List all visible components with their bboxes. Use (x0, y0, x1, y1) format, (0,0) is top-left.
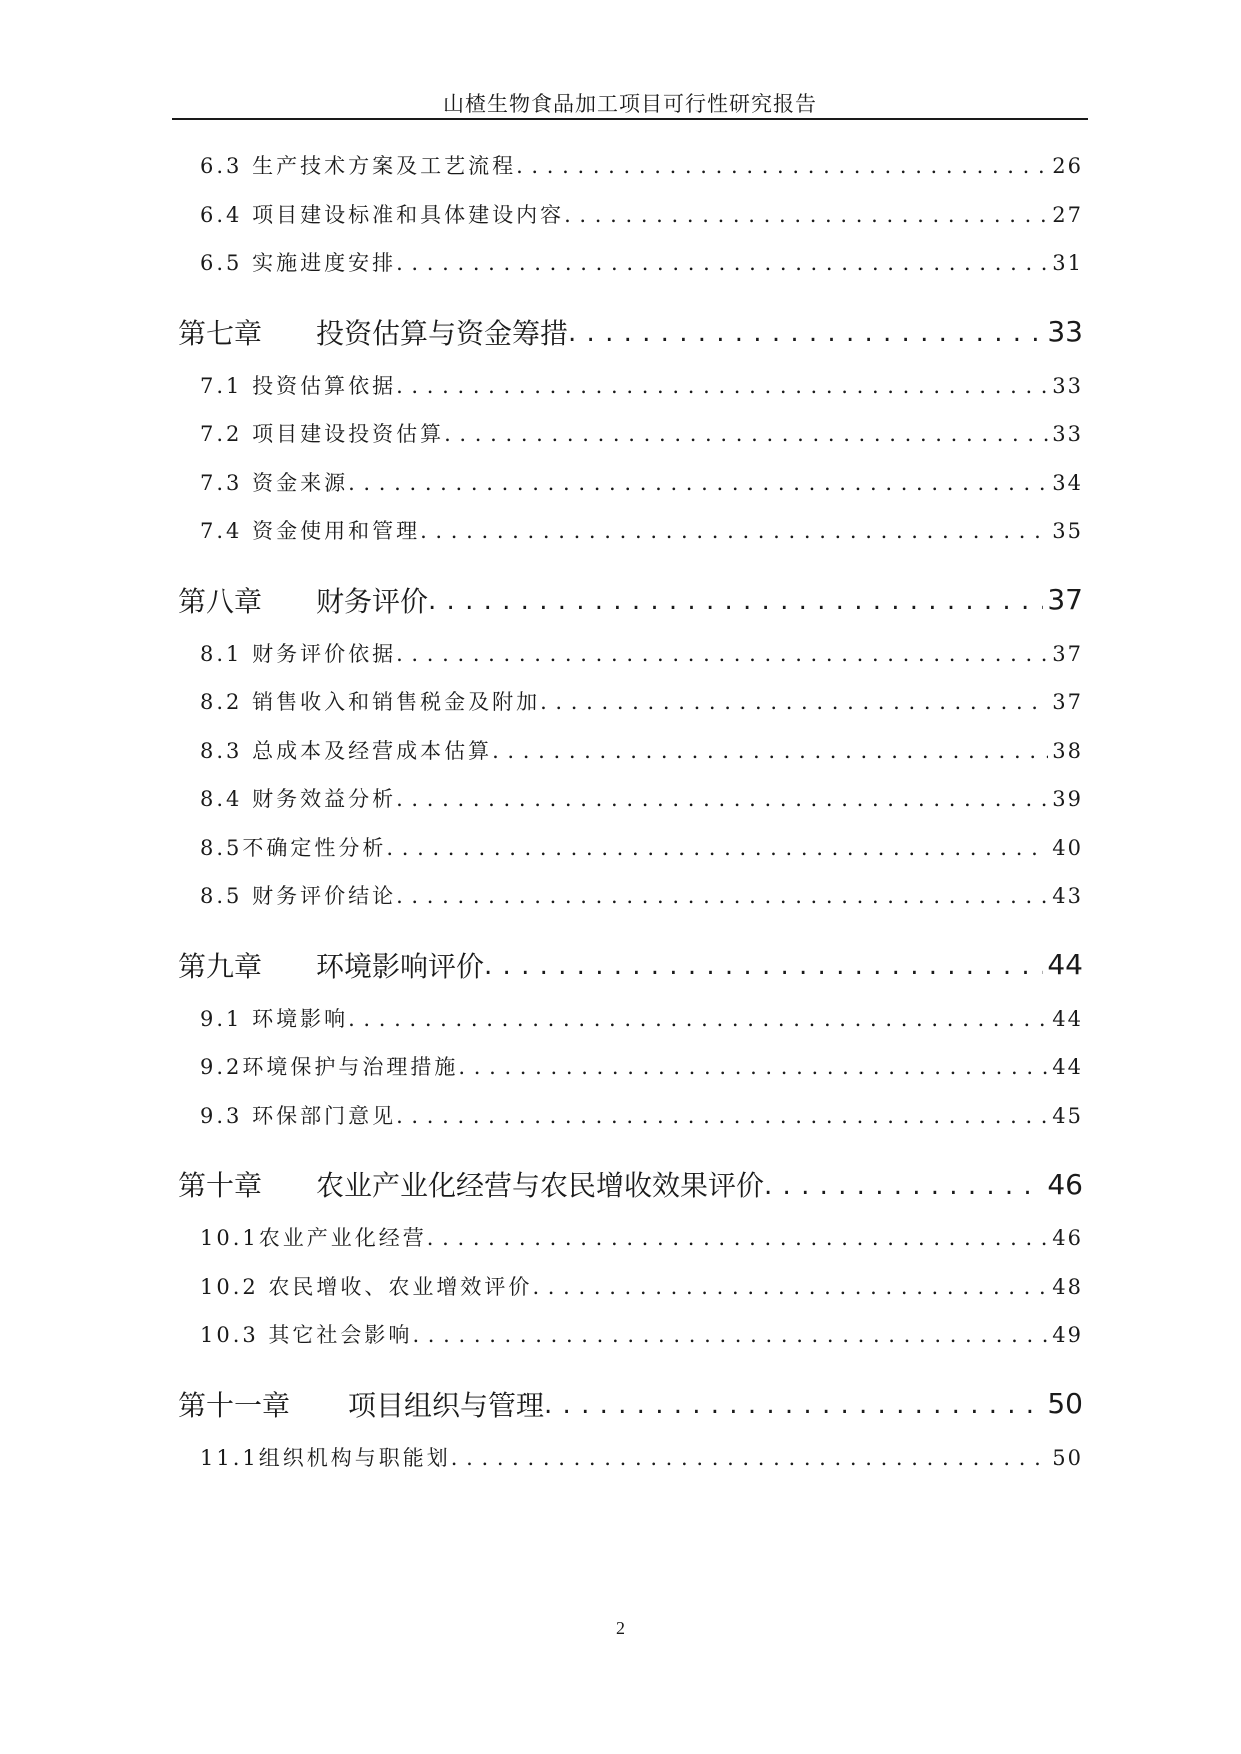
toc-page-number: 39 (1052, 787, 1083, 811)
toc-entry-8-5-uncertainty[interactable] (178, 832, 1083, 881)
toc-page-number: 49 (1052, 1323, 1083, 1347)
toc-page-number: 33 (1047, 315, 1083, 348)
toc-entry-label: 8.4 财务效益分析 (200, 787, 397, 811)
toc-page-number: 45 (1052, 1103, 1083, 1128)
toc-page-number: 33 (1052, 422, 1083, 446)
toc-entry-10-3[interactable] (178, 1319, 1083, 1368)
toc-entry-label: 8.1 财务评价依据 (200, 641, 397, 666)
dot-leader (427, 1226, 1049, 1250)
toc-entry-label: 7.1 投资估算依据 (200, 373, 397, 398)
toc-entry-9-1[interactable] (178, 1003, 1083, 1052)
toc-entry-6-4[interactable] (178, 199, 1083, 248)
toc-entry-7-4[interactable] (178, 515, 1083, 564)
chapter-number: 第九章 (178, 949, 263, 983)
dot-leader (396, 642, 1048, 666)
toc-entry-label: 10.2 农民增收、农业增效评价 (200, 1274, 533, 1299)
toc-entry-7-3[interactable] (178, 467, 1083, 516)
dot-leader (396, 787, 1048, 811)
dot-leader (564, 203, 1048, 227)
page-number: 2 (616, 1618, 625, 1638)
toc-entry-label: 8.3 总成本及经营成本估算 (200, 738, 493, 763)
toc-page-number: 27 (1052, 202, 1083, 227)
dot-leader (451, 1446, 1049, 1470)
toc-entry-label: 9.1 环境影响 (200, 1006, 349, 1031)
dot-leader (386, 836, 1048, 860)
chapter-number: 第七章 (178, 316, 263, 350)
toc-entry-label: 8.2 销售收入和销售税金及附加 (200, 690, 541, 714)
dot-leader (540, 690, 1048, 714)
chapter-number: 第十章 (178, 1169, 263, 1202)
toc-entry-label: 7.4 资金使用和管理 (200, 519, 421, 543)
toc-entry-8-1[interactable] (178, 638, 1083, 687)
toc-page-number: 26 (1052, 154, 1083, 178)
dot-leader (428, 583, 1043, 616)
header-rule (172, 118, 1088, 120)
toc-entry-label: 11.1组织机构与职能划 (200, 1445, 451, 1470)
toc-entry-label: 6.4 项目建设标准和具体建设内容 (200, 202, 565, 227)
toc-entry-9-2[interactable] (178, 1051, 1083, 1100)
toc-entry-8-2[interactable] (178, 686, 1083, 735)
toc-entry-9-3[interactable] (178, 1100, 1083, 1149)
toc-entry-7-2[interactable] (178, 418, 1083, 467)
table-of-contents (178, 150, 1083, 1490)
toc-page-number: 31 (1052, 251, 1083, 275)
dot-leader (458, 1055, 1048, 1079)
dot-leader (396, 884, 1048, 908)
toc-page-number: 46 (1052, 1226, 1083, 1250)
toc-page-number: 48 (1052, 1274, 1083, 1299)
toc-entry-8-4[interactable] (178, 783, 1083, 832)
toc-entry-10-2[interactable] (178, 1271, 1083, 1320)
toc-page-number: 34 (1052, 470, 1083, 495)
toc-entry-label: 8.5不确定性分析 (200, 835, 387, 860)
chapter-title: 投资估算与资金筹措 (316, 316, 569, 350)
dot-leader (412, 1323, 1048, 1347)
toc-page-number: 40 (1052, 835, 1083, 860)
toc-page-number: 37 (1047, 583, 1083, 616)
toc-page-number: 44 (1047, 948, 1083, 981)
toc-page-number: 50 (1047, 1387, 1083, 1420)
toc-entry-label: 7.2 项目建设投资估算 (200, 422, 445, 446)
toc-page-number: 33 (1052, 373, 1083, 398)
toc-page-number: 35 (1052, 519, 1083, 543)
toc-entry-label: 10.1农业产业化经营 (200, 1226, 427, 1250)
toc-entry-label: 10.3 其它社会影响 (200, 1323, 413, 1347)
toc-entry-label: 8.5 财务评价结论 (200, 884, 397, 908)
toc-entry-10-1[interactable] (178, 1222, 1083, 1271)
toc-page-number: 38 (1052, 738, 1083, 763)
toc-entry-6-3[interactable] (178, 150, 1083, 199)
toc-chapter-9[interactable] (178, 931, 1083, 999)
toc-chapter-8[interactable] (178, 566, 1083, 634)
toc-page-number: 46 (1047, 1167, 1083, 1201)
chapter-title: 财务评价 (316, 584, 429, 618)
dot-leader (516, 154, 1048, 178)
dot-leader (348, 1007, 1048, 1031)
chapter-title: 农业产业化经营与农民增收效果评价 (316, 1169, 765, 1202)
dot-leader (484, 948, 1043, 981)
toc-page-number: 44 (1052, 1006, 1083, 1031)
toc-chapter-10[interactable] (178, 1150, 1083, 1218)
running-header-title: 山楂生物食品加工项目可行性研究报告 (443, 92, 817, 116)
dot-leader (544, 1387, 1043, 1420)
dot-leader (396, 251, 1048, 275)
toc-chapter-7[interactable] (178, 298, 1083, 366)
chapter-number: 第十一章 (178, 1388, 291, 1422)
toc-entry-label: 7.3 资金来源 (200, 470, 349, 495)
dot-leader (396, 374, 1048, 398)
toc-page-number: 43 (1052, 884, 1083, 908)
dot-leader (348, 471, 1048, 495)
toc-page-number: 37 (1052, 641, 1083, 666)
toc-entry-label: 9.2环境保护与治理措施 (200, 1055, 459, 1079)
toc-chapter-11[interactable] (178, 1370, 1083, 1438)
toc-entry-6-5[interactable] (178, 247, 1083, 296)
toc-entry-label: 6.5 实施进度安排 (200, 251, 397, 275)
toc-entry-label: 6.3 生产技术方案及工艺流程 (200, 154, 517, 178)
toc-entry-8-5-conclusion[interactable] (178, 880, 1083, 929)
dot-leader (396, 1104, 1048, 1128)
chapter-title: 环境影响评价 (316, 949, 485, 983)
dot-leader (444, 422, 1048, 446)
dot-leader (568, 315, 1043, 348)
toc-page-number: 50 (1052, 1445, 1083, 1470)
dot-leader (492, 739, 1048, 763)
dot-leader (420, 519, 1048, 543)
toc-entry-8-3[interactable] (178, 735, 1083, 784)
chapter-title: 项目组织与管理 (348, 1388, 545, 1422)
toc-page-number: 44 (1052, 1055, 1083, 1079)
toc-entry-11-1[interactable] (178, 1442, 1083, 1491)
toc-entry-label: 9.3 环保部门意见 (200, 1103, 397, 1128)
toc-entry-7-1[interactable] (178, 370, 1083, 419)
chapter-number: 第八章 (178, 584, 263, 618)
toc-page-number: 37 (1052, 690, 1083, 714)
dot-leader (764, 1168, 1043, 1201)
dot-leader (532, 1275, 1048, 1299)
